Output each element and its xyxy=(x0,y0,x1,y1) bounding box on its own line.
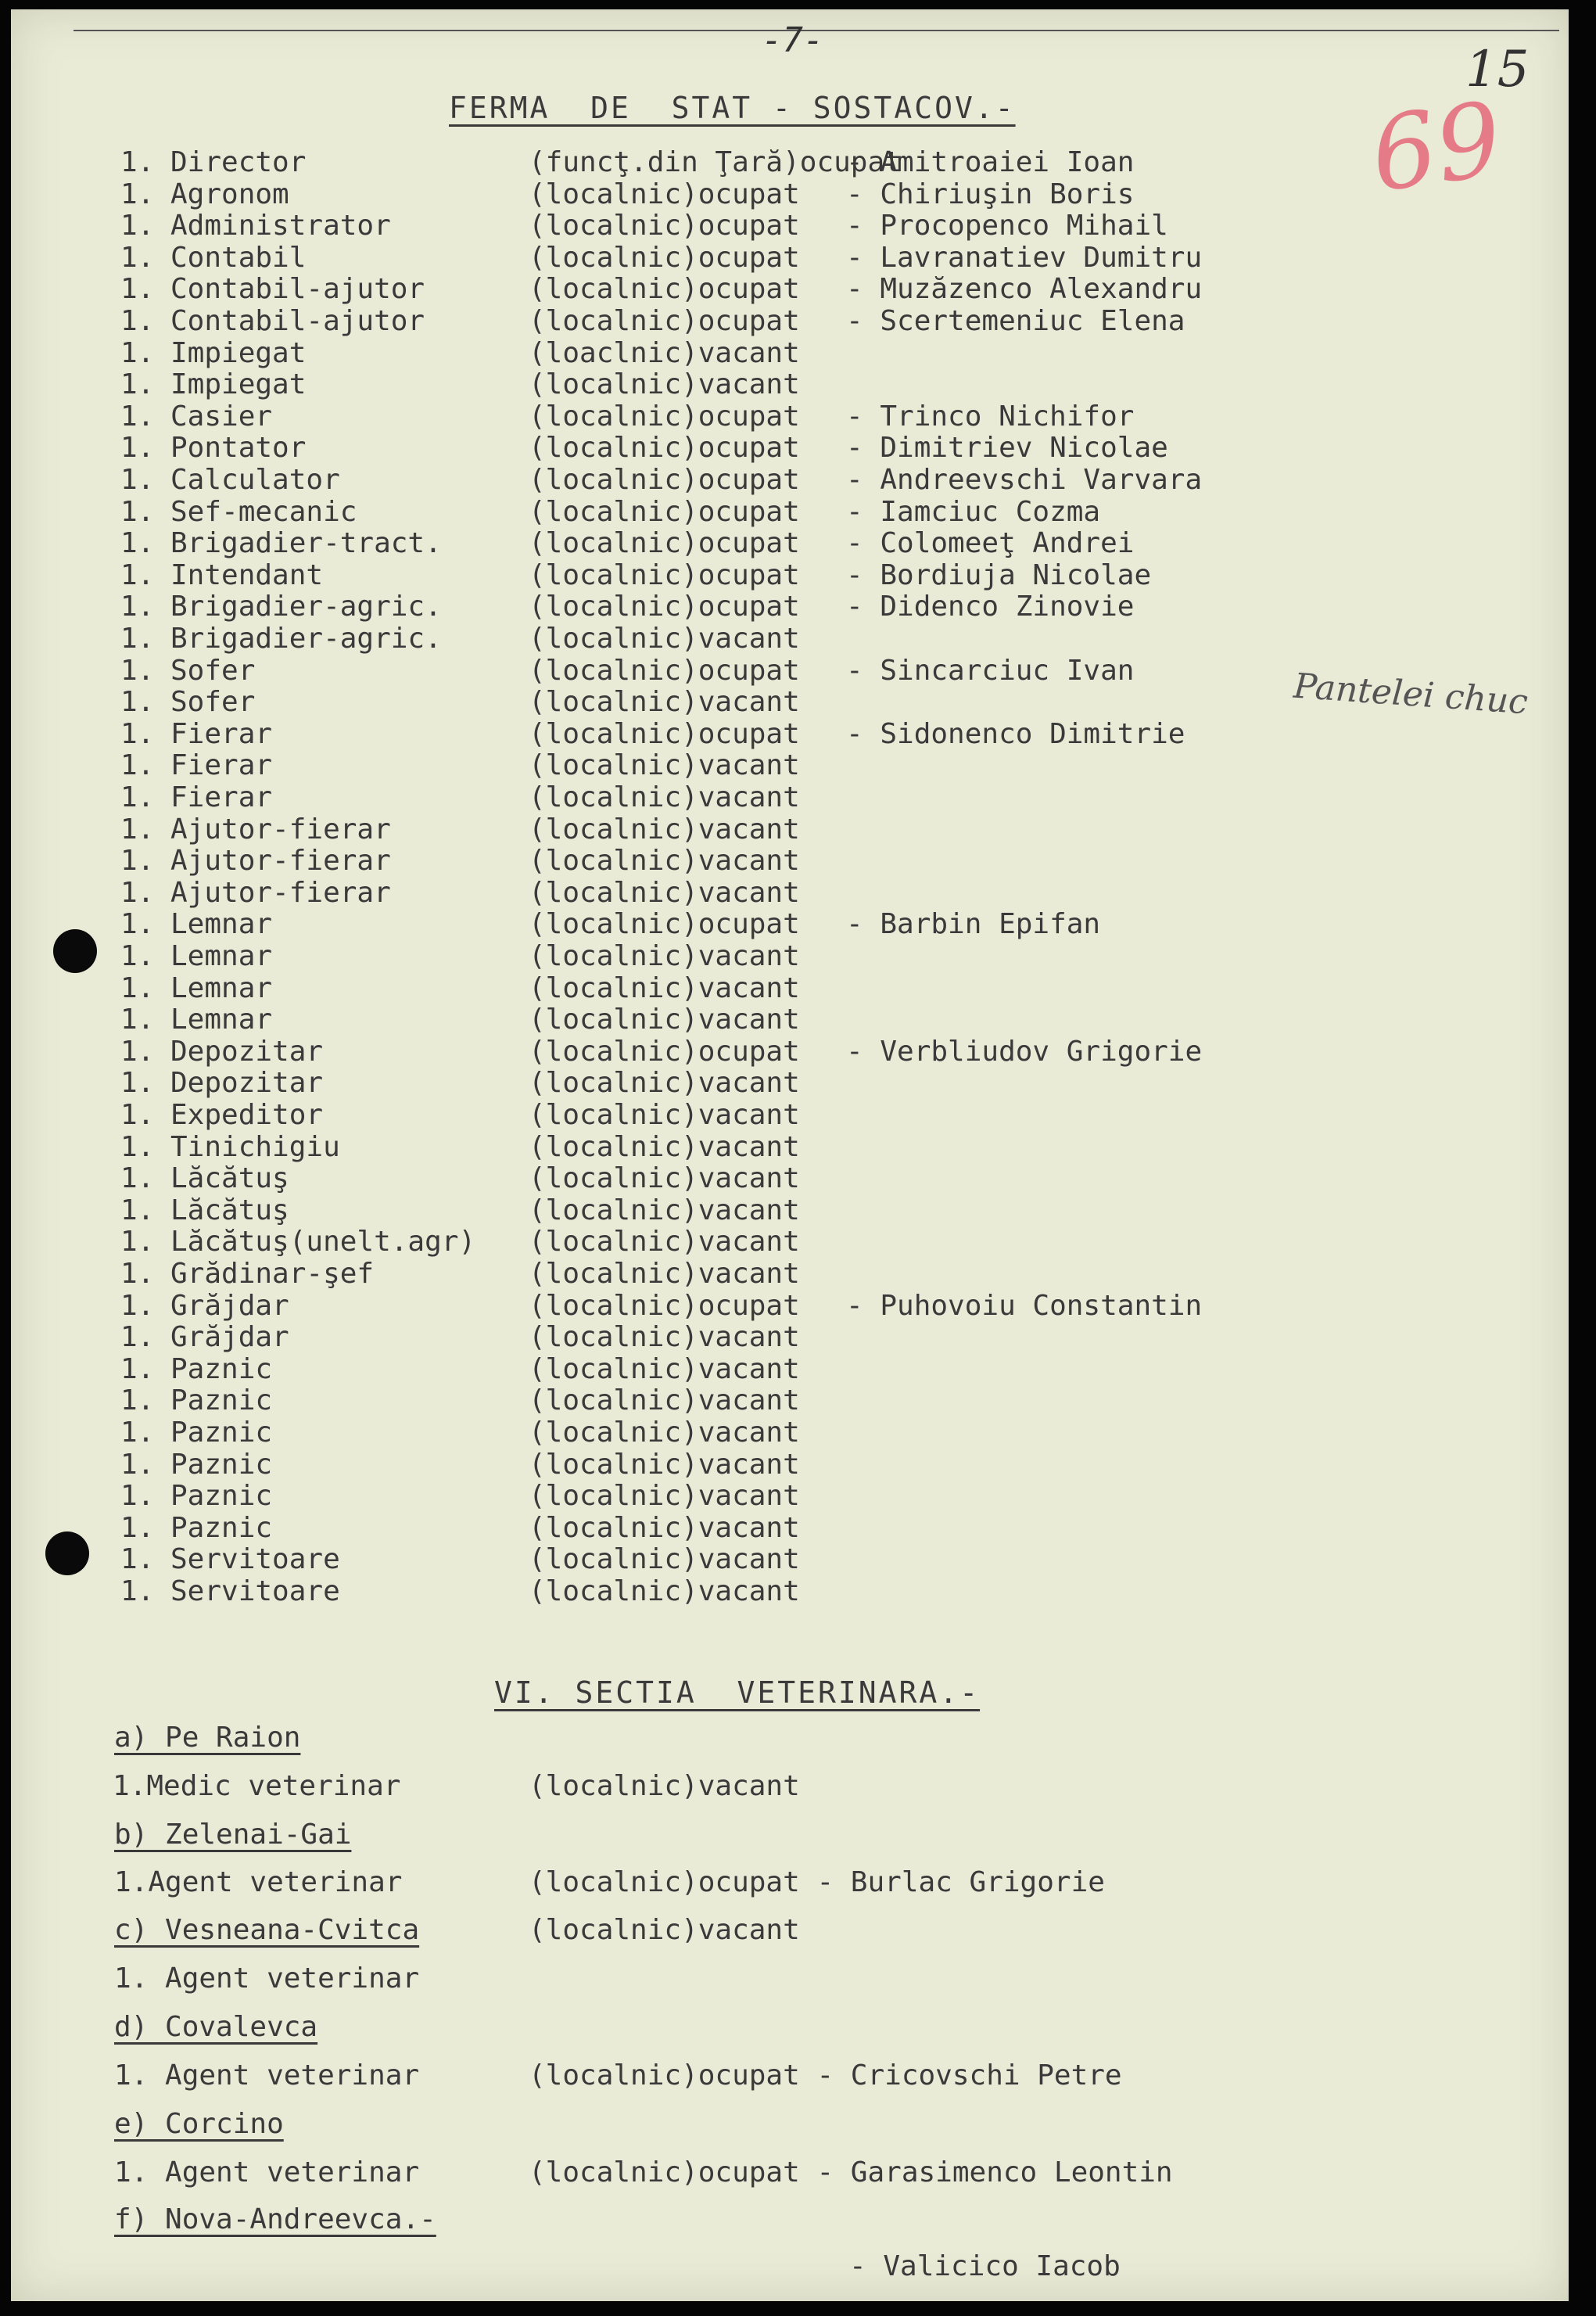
row-role: Director xyxy=(170,146,307,178)
row-role: Ajutor-fierar xyxy=(170,845,391,877)
row-number: 1. xyxy=(120,686,155,718)
row-status: (localnic)vacant xyxy=(529,1004,800,1036)
row-person: - Colomeeţ Andrei xyxy=(846,527,1135,559)
row-role: Brigadier-agric. xyxy=(170,623,442,655)
row-role: Tinichigiu xyxy=(170,1131,340,1163)
row-number: 1. xyxy=(120,1131,155,1163)
row-number: 1. xyxy=(120,623,155,655)
row-status: (localnic)vacant xyxy=(529,1512,800,1544)
row-number: 1. xyxy=(120,1480,155,1512)
row-person: - Chiriuşin Boris xyxy=(846,178,1135,210)
row-status: (localnic)vacant xyxy=(529,1321,800,1353)
row-number: 1. xyxy=(120,1417,155,1449)
row-role: Paznic xyxy=(170,1384,273,1417)
row-person: - Trinco Nichifor xyxy=(846,400,1135,433)
vet-a-heading: a) Pe Raion xyxy=(114,1722,301,1754)
row-role: Paznic xyxy=(170,1353,273,1385)
row-role: Paznic xyxy=(170,1512,273,1544)
row-status: (localnic)ocupat xyxy=(529,242,800,274)
vet-b-type: (localnic)ocupat - Burlac Grigorie xyxy=(529,1866,1105,1898)
handwritten-page-number: 15 xyxy=(1465,41,1530,99)
row-status: (localnic)vacant xyxy=(529,1226,800,1258)
row-role: Servitoare xyxy=(170,1575,340,1607)
row-number: 1. xyxy=(120,940,155,972)
row-status: (localnic)vacant xyxy=(529,1449,800,1481)
row-role: Fierar xyxy=(170,718,273,750)
row-role: Expeditor xyxy=(170,1099,324,1131)
row-number: 1. xyxy=(120,749,155,781)
row-role: Lemnar xyxy=(170,940,273,972)
row-status: (funcţ.din Ţară)ocupat xyxy=(529,146,902,178)
row-number: 1. xyxy=(120,1004,155,1036)
row-number: 1. xyxy=(120,337,155,369)
row-role: Intendant xyxy=(170,559,324,591)
row-number: 1. xyxy=(120,305,155,337)
row-role: Lemnar xyxy=(170,972,273,1004)
row-number: 1. xyxy=(120,464,155,496)
row-status: (localnic)ocupat xyxy=(529,559,800,591)
row-status: (localnic)ocupat xyxy=(529,400,800,433)
row-status: (localnic)ocupat xyxy=(529,1036,800,1068)
row-number: 1. xyxy=(120,210,155,242)
vet-f-heading: f) Nova-Andreevca.- xyxy=(114,2203,436,2235)
row-role: Contabil xyxy=(170,242,307,274)
row-person: - Barbin Epifan xyxy=(846,908,1101,940)
row-status: (localnic)vacant xyxy=(529,813,800,846)
vet-c-type: (localnic)vacant xyxy=(529,1914,800,1946)
vet-e-heading: e) Corcino xyxy=(114,2108,284,2140)
row-status: (localnic)ocupat xyxy=(529,178,800,210)
row-status: (localnic)vacant xyxy=(529,368,800,400)
row-status: (localnic)vacant xyxy=(529,1258,800,1290)
row-status: (localnic)vacant xyxy=(529,1067,800,1099)
row-role: Contabil-ajutor xyxy=(170,305,425,337)
punch-hole-top xyxy=(53,929,97,973)
row-status: (localnic)vacant xyxy=(529,623,800,655)
punch-hole-bottom xyxy=(45,1531,89,1575)
row-role: Administrator xyxy=(170,210,391,242)
row-number: 1. xyxy=(120,845,155,877)
row-status: (localnic)vacant xyxy=(529,1575,800,1607)
row-person: - Verbliudov Grigorie xyxy=(846,1036,1203,1068)
row-number: 1. xyxy=(120,877,155,909)
row-role: Sofer xyxy=(170,686,256,718)
row-status: (localnic)ocupat xyxy=(529,718,800,750)
row-person: - Procopenco Mihail xyxy=(846,210,1168,242)
row-status: (localnic)vacant xyxy=(529,1353,800,1385)
row-role: Servitoare xyxy=(170,1543,340,1575)
row-number: 1. xyxy=(120,1449,155,1481)
row-role: Fierar xyxy=(170,781,273,813)
document-title: FERMA DE STAT - SOSTACOV.- xyxy=(449,91,1016,125)
row-person: - Andreevschi Varvara xyxy=(846,464,1203,496)
row-role: Pontator xyxy=(170,432,307,464)
row-role: Lemnar xyxy=(170,908,273,940)
row-status: (loaclnic)vacant xyxy=(529,337,800,369)
row-status: (localnic)ocupat xyxy=(529,432,800,464)
section-title: VI. SECTIA VETERINARA.- xyxy=(494,1675,981,1710)
row-number: 1. xyxy=(120,908,155,940)
row-status: (localnic)vacant xyxy=(529,781,800,813)
row-number: 1. xyxy=(120,1258,155,1290)
vet-a-role: 1.Medic veterinar xyxy=(113,1770,401,1802)
row-role: Brigadier-agric. xyxy=(170,591,442,623)
row-status: (localnic)ocupat xyxy=(529,273,800,305)
row-status: (localnic)ocupat xyxy=(529,1290,800,1322)
row-number: 1. xyxy=(120,972,155,1004)
row-status: (localnic)ocupat xyxy=(529,496,800,528)
row-number: 1. xyxy=(120,655,155,687)
row-role: Paznic xyxy=(170,1417,273,1449)
row-person: - Amitroaiei Ioan xyxy=(846,146,1135,178)
row-number: 1. xyxy=(120,1575,155,1607)
row-role: Lăcătuş(unelt.agr) xyxy=(170,1226,476,1258)
row-status: (localnic)vacant xyxy=(529,1384,800,1417)
handwritten-red-number: 69 xyxy=(1364,79,1509,215)
row-role: Grăjdar xyxy=(170,1321,289,1353)
row-number: 1. xyxy=(120,1353,155,1385)
row-person: - Iamciuc Cozma xyxy=(846,496,1101,528)
vet-a-type: (localnic)vacant xyxy=(529,1770,800,1802)
row-number: 1. xyxy=(120,1290,155,1322)
row-number: 1. xyxy=(120,1036,155,1068)
row-role: Fierar xyxy=(170,749,273,781)
row-status: (localnic)vacant xyxy=(529,1417,800,1449)
row-person: - Lavranatiev Dumitru xyxy=(846,242,1203,274)
row-status: (localnic)ocupat xyxy=(529,527,800,559)
row-status: (localnic)ocupat xyxy=(529,305,800,337)
vet-b-role: 1.Agent veterinar xyxy=(114,1866,403,1898)
row-role: Paznic xyxy=(170,1480,273,1512)
row-status: (localnic)vacant xyxy=(529,1099,800,1131)
row-number: 1. xyxy=(120,1321,155,1353)
vet-c-role: 1. Agent veterinar xyxy=(114,1962,420,1995)
handwritten-note: Pantelei chuc xyxy=(1292,666,1530,723)
row-status: (localnic)vacant xyxy=(529,845,800,877)
row-status: (localnic)vacant xyxy=(529,940,800,972)
document-sheet xyxy=(11,9,1569,2301)
row-number: 1. xyxy=(120,1162,155,1194)
vet-f-type: - Valicico Iacob xyxy=(849,2250,1121,2282)
row-person: - Scertemeniuc Elena xyxy=(846,305,1185,337)
row-number: 1. xyxy=(120,368,155,400)
row-role: Impiegat xyxy=(170,368,307,400)
vet-d-role: 1. Agent veterinar xyxy=(114,2059,420,2092)
row-person: - Didenco Zinovie xyxy=(846,591,1135,623)
row-status: (localnic)ocupat xyxy=(529,210,800,242)
row-number: 1. xyxy=(120,813,155,846)
row-role: Lemnar xyxy=(170,1004,273,1036)
row-role: Paznic xyxy=(170,1449,273,1481)
row-person: - Sidonenco Dimitrie xyxy=(846,718,1185,750)
row-role: Lăcătuş xyxy=(170,1162,289,1194)
row-status: (localnic)ocupat xyxy=(529,464,800,496)
row-status: (localnic)vacant xyxy=(529,1131,800,1163)
row-status: (localnic)vacant xyxy=(529,972,800,1004)
row-role: Impiegat xyxy=(170,337,307,369)
row-number: 1. xyxy=(120,273,155,305)
row-role: Agronom xyxy=(170,178,289,210)
row-role: Depozitar xyxy=(170,1067,324,1099)
row-number: 1. xyxy=(120,527,155,559)
row-number: 1. xyxy=(120,1226,155,1258)
row-role: Sef-mecanic xyxy=(170,496,357,528)
row-status: (localnic)vacant xyxy=(529,749,800,781)
vet-b-heading: b) Zelenai-Gai xyxy=(114,1819,352,1851)
row-number: 1. xyxy=(120,178,155,210)
row-person: - Bordiuja Nicolae xyxy=(846,559,1152,591)
vet-d-heading: d) Covalevca xyxy=(114,2011,318,2043)
row-status: (localnic)vacant xyxy=(529,686,800,718)
row-status: (localnic)ocupat xyxy=(529,591,800,623)
row-role: Depozitar xyxy=(170,1036,324,1068)
row-status: (localnic)ocupat xyxy=(529,655,800,687)
row-role: Contabil-ajutor xyxy=(170,273,425,305)
row-number: 1. xyxy=(120,400,155,433)
row-person: - Puhovoiu Constantin xyxy=(846,1290,1203,1322)
row-role: Casier xyxy=(170,400,273,433)
row-number: 1. xyxy=(120,559,155,591)
row-number: 1. xyxy=(120,1384,155,1417)
row-number: 1. xyxy=(120,1099,155,1131)
row-role: Grăjdar xyxy=(170,1290,289,1322)
row-person: - Dimitriev Nicolae xyxy=(846,432,1168,464)
row-number: 1. xyxy=(120,242,155,274)
row-role: Ajutor-fierar xyxy=(170,877,391,909)
row-number: 1. xyxy=(120,496,155,528)
page-number: -7- xyxy=(762,20,824,60)
row-role: Ajutor-fierar xyxy=(170,813,391,846)
row-number: 1. xyxy=(120,1067,155,1099)
row-number: 1. xyxy=(120,781,155,813)
row-status: (localnic)ocupat xyxy=(529,908,800,940)
row-status: (localnic)vacant xyxy=(529,1543,800,1575)
row-number: 1. xyxy=(120,146,155,178)
vet-c-heading: c) Vesneana-Cvitca xyxy=(114,1914,420,1946)
row-number: 1. xyxy=(120,591,155,623)
row-role: Sofer xyxy=(170,655,256,687)
row-role: Brigadier-tract. xyxy=(170,527,442,559)
row-status: (localnic)vacant xyxy=(529,1162,800,1194)
row-role: Grădinar-şef xyxy=(170,1258,375,1290)
row-number: 1. xyxy=(120,1194,155,1226)
vet-e-type: (localnic)ocupat - Garasimenco Leontin xyxy=(529,2156,1173,2189)
row-person: - Muzăzenco Alexandru xyxy=(846,273,1203,305)
row-number: 1. xyxy=(120,1512,155,1544)
row-status: (localnic)vacant xyxy=(529,1480,800,1512)
row-person: - Sincarciuc Ivan xyxy=(846,655,1135,687)
row-status: (localnic)vacant xyxy=(529,877,800,909)
row-number: 1. xyxy=(120,718,155,750)
vet-e-role: 1. Agent veterinar xyxy=(114,2156,420,2189)
row-role: Calculator xyxy=(170,464,340,496)
row-role: Lăcătuş xyxy=(170,1194,289,1226)
row-number: 1. xyxy=(120,1543,155,1575)
row-number: 1. xyxy=(120,432,155,464)
vet-d-type: (localnic)ocupat - Cricovschi Petre xyxy=(529,2059,1122,2092)
row-status: (localnic)vacant xyxy=(529,1194,800,1226)
